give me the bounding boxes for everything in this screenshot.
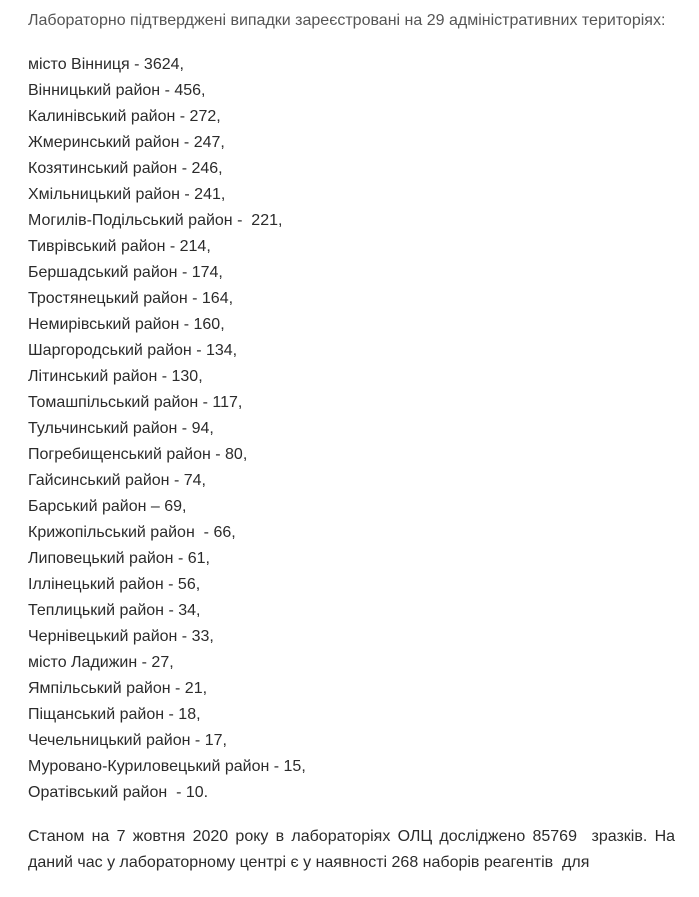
- list-item: Піщанський район - 18,: [28, 706, 201, 723]
- list-item: Чечельницький район - 17,: [28, 732, 227, 749]
- lab-status-line-2: На даний час у лабораторному центрі є у наявності 268 наборів реагентів для: [28, 828, 680, 871]
- list-item: Муровано-Куриловецький район - 15,: [28, 758, 306, 775]
- list-item: Жмеринський район - 247,: [28, 134, 225, 151]
- list-item: Теплицький район - 34,: [28, 602, 201, 619]
- list-item: Бершадський район - 174,: [28, 264, 223, 281]
- list-item: Немирівський район - 160,: [28, 316, 225, 333]
- list-item: Липовецький район - 61,: [28, 550, 210, 567]
- list-item: Літинський район - 130,: [28, 368, 203, 385]
- list-item: Тростянецький район - 164,: [28, 290, 234, 307]
- list-item: Вінницький район - 456,: [28, 82, 206, 99]
- list-item: Гайсинський район - 74,: [28, 472, 206, 489]
- lab-status-paragraph: [28, 824, 680, 876]
- list-item: Тиврівський район - 214,: [28, 238, 211, 255]
- list-item: Калинівський район - 272,: [28, 108, 221, 125]
- list-item: місто Вінниця - 3624,: [28, 56, 184, 73]
- list-item: Погребищенський район - 80,: [28, 446, 248, 463]
- list-item: Козятинський район - 246,: [28, 160, 223, 177]
- list-item: Крижопільський район - 66,: [28, 524, 236, 541]
- list-item: Томашпільський район - 117,: [28, 394, 243, 411]
- list-item: Іллінецький район - 56,: [28, 576, 201, 593]
- list-item: Чернівецький район - 33,: [28, 628, 214, 645]
- list-item: Ямпільський район - 21,: [28, 680, 208, 697]
- list-item: Могилів-Подільський район - 221,: [28, 212, 283, 229]
- intro-paragraph: Лабораторно підтверджені випадки зареєстровані на 29 адміністративних територіях:: [28, 12, 666, 29]
- article-body: [28, 0, 680, 876]
- list-item: Хмільницький район - 241,: [28, 186, 226, 203]
- list-item: Тульчинський район - 94,: [28, 420, 214, 437]
- list-item: Шаргородський район - 134,: [28, 342, 238, 359]
- list-item: Барський район – 69,: [28, 498, 187, 515]
- list-item: місто Ладижин - 27,: [28, 654, 174, 671]
- lab-status-line-1: Станом на 7 жовтня 2020 року в лабораторіях ОЛЦ досліджено 85769 зразків.: [28, 828, 648, 845]
- list-item: Оратівський район - 10.: [28, 784, 209, 801]
- district-case-list: [28, 52, 675, 806]
